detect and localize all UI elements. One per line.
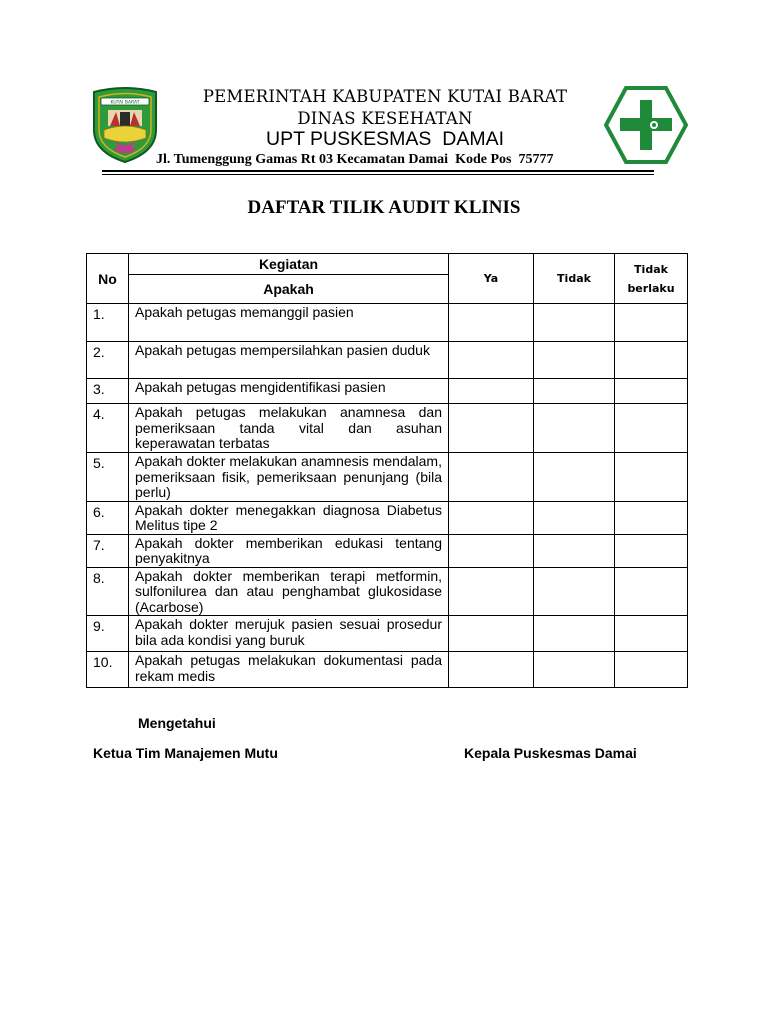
header-tidak-berlaku-line1: Tidak	[634, 262, 668, 276]
check-cell-tidak[interactable]	[534, 534, 615, 567]
row-question: Apakah petugas mengidentifikasi pasien	[129, 379, 449, 404]
right-signatory-title: Kepala Puskesmas Damai	[464, 745, 637, 761]
check-cell-tidak[interactable]	[534, 567, 615, 616]
table-row	[87, 453, 688, 502]
address: Jl. Tumenggung Gamas Rt 03 Kecamatan Damai Kode Pos 75777	[156, 152, 554, 167]
table-row	[87, 567, 688, 616]
check-cell-tidak[interactable]	[534, 616, 615, 652]
document-title: DAFTAR TILIK AUDIT KLINIS	[247, 197, 521, 218]
check-cell-tidak-berlaku[interactable]	[615, 534, 688, 567]
government-name: PEMERINTAH KABUPATEN KUTAI BARAT	[202, 87, 568, 106]
check-cell-ya[interactable]	[449, 616, 534, 652]
header-no: No	[87, 254, 129, 304]
check-cell-tidak-berlaku[interactable]	[615, 501, 688, 534]
table-row	[87, 652, 688, 688]
row-question: Apakah dokter memberikan terapi metformin, sulfonilurea dan atau penghambat glukosidase (Acarbose)	[129, 567, 449, 616]
header-apakah: Apakah	[129, 275, 449, 304]
check-cell-tidak[interactable]	[534, 501, 615, 534]
row-question: Apakah dokter memberikan edukasi tentang penyakitnya	[129, 534, 449, 567]
check-cell-ya[interactable]	[449, 404, 534, 453]
check-cell-ya[interactable]	[449, 534, 534, 567]
check-cell-ya[interactable]	[449, 342, 534, 379]
svg-text:KUTAI BARAT: KUTAI BARAT	[110, 100, 140, 106]
row-question: Apakah dokter melakukan anamnesis mendalam, pemeriksaan fisik, pemeriksaan penunjang (bila perlu)	[129, 453, 449, 502]
check-cell-ya[interactable]	[449, 379, 534, 404]
table-row	[87, 404, 688, 453]
header-rule-thick	[102, 170, 654, 172]
check-cell-tidak[interactable]	[534, 379, 615, 404]
check-cell-tidak[interactable]	[534, 342, 615, 379]
row-question: Apakah petugas memanggil pasien	[129, 304, 449, 342]
table-row	[87, 616, 688, 652]
check-cell-tidak[interactable]	[534, 304, 615, 342]
table-row	[87, 501, 688, 534]
check-cell-tidak[interactable]	[534, 652, 615, 688]
row-number: 4.	[87, 404, 129, 453]
row-question: Apakah petugas mempersilahkan pasien duduk	[129, 342, 449, 379]
row-number: 2.	[87, 342, 129, 379]
row-number: 8.	[87, 567, 129, 616]
row-question: Apakah petugas melakukan dokumentasi pada rekam medis	[129, 652, 449, 688]
table-header-row	[87, 254, 688, 275]
table-row	[87, 304, 688, 342]
check-cell-tidak-berlaku[interactable]	[615, 342, 688, 379]
header-tidak-berlaku-line2: berlaku	[627, 281, 675, 295]
row-number: 6.	[87, 501, 129, 534]
unit-name: UPT PUSKESMAS DAMAI	[265, 128, 505, 150]
table-row	[87, 534, 688, 567]
check-cell-tidak-berlaku[interactable]	[615, 453, 688, 502]
row-number: 1.	[87, 304, 129, 342]
row-question: Apakah petugas melakukan anamnesa dan pemeriksaan tanda vital dan asuhan keperawatan terbatas	[129, 404, 449, 453]
row-number: 7.	[87, 534, 129, 567]
audit-checklist-table	[86, 253, 688, 688]
check-cell-tidak[interactable]	[534, 453, 615, 502]
left-signatory-title: Ketua Tim Manajemen Mutu	[93, 745, 278, 761]
check-cell-tidak-berlaku[interactable]	[615, 379, 688, 404]
check-cell-ya[interactable]	[449, 453, 534, 502]
row-number: 5.	[87, 453, 129, 502]
acknowledged-label: Mengetahui	[138, 715, 216, 731]
check-cell-tidak-berlaku[interactable]	[615, 616, 688, 652]
check-cell-ya[interactable]	[449, 652, 534, 688]
table-row	[87, 342, 688, 379]
header-tidak-berlaku	[615, 254, 688, 304]
check-cell-ya[interactable]	[449, 501, 534, 534]
table-row	[87, 379, 688, 404]
header-rule-thin	[102, 174, 654, 175]
check-cell-tidak-berlaku[interactable]	[615, 404, 688, 453]
check-cell-tidak[interactable]	[534, 404, 615, 453]
header-tidak: Tidak	[534, 254, 615, 304]
check-cell-tidak-berlaku[interactable]	[615, 567, 688, 616]
check-cell-ya[interactable]	[449, 567, 534, 616]
row-number: 3.	[87, 379, 129, 404]
check-cell-ya[interactable]	[449, 304, 534, 342]
row-question: Apakah dokter merujuk pasien sesuai prosedur bila ada kondisi yang buruk	[129, 616, 449, 652]
row-number: 9.	[87, 616, 129, 652]
header-ya: Ya	[449, 254, 534, 304]
check-cell-tidak-berlaku[interactable]	[615, 304, 688, 342]
header-kegiatan: Kegiatan	[129, 254, 449, 275]
check-cell-tidak-berlaku[interactable]	[615, 652, 688, 688]
row-number: 10.	[87, 652, 129, 688]
department-name: DINAS KESEHATAN	[297, 109, 473, 128]
row-question: Apakah dokter menegakkan diagnosa Diabetus Melitus tipe 2	[129, 501, 449, 534]
